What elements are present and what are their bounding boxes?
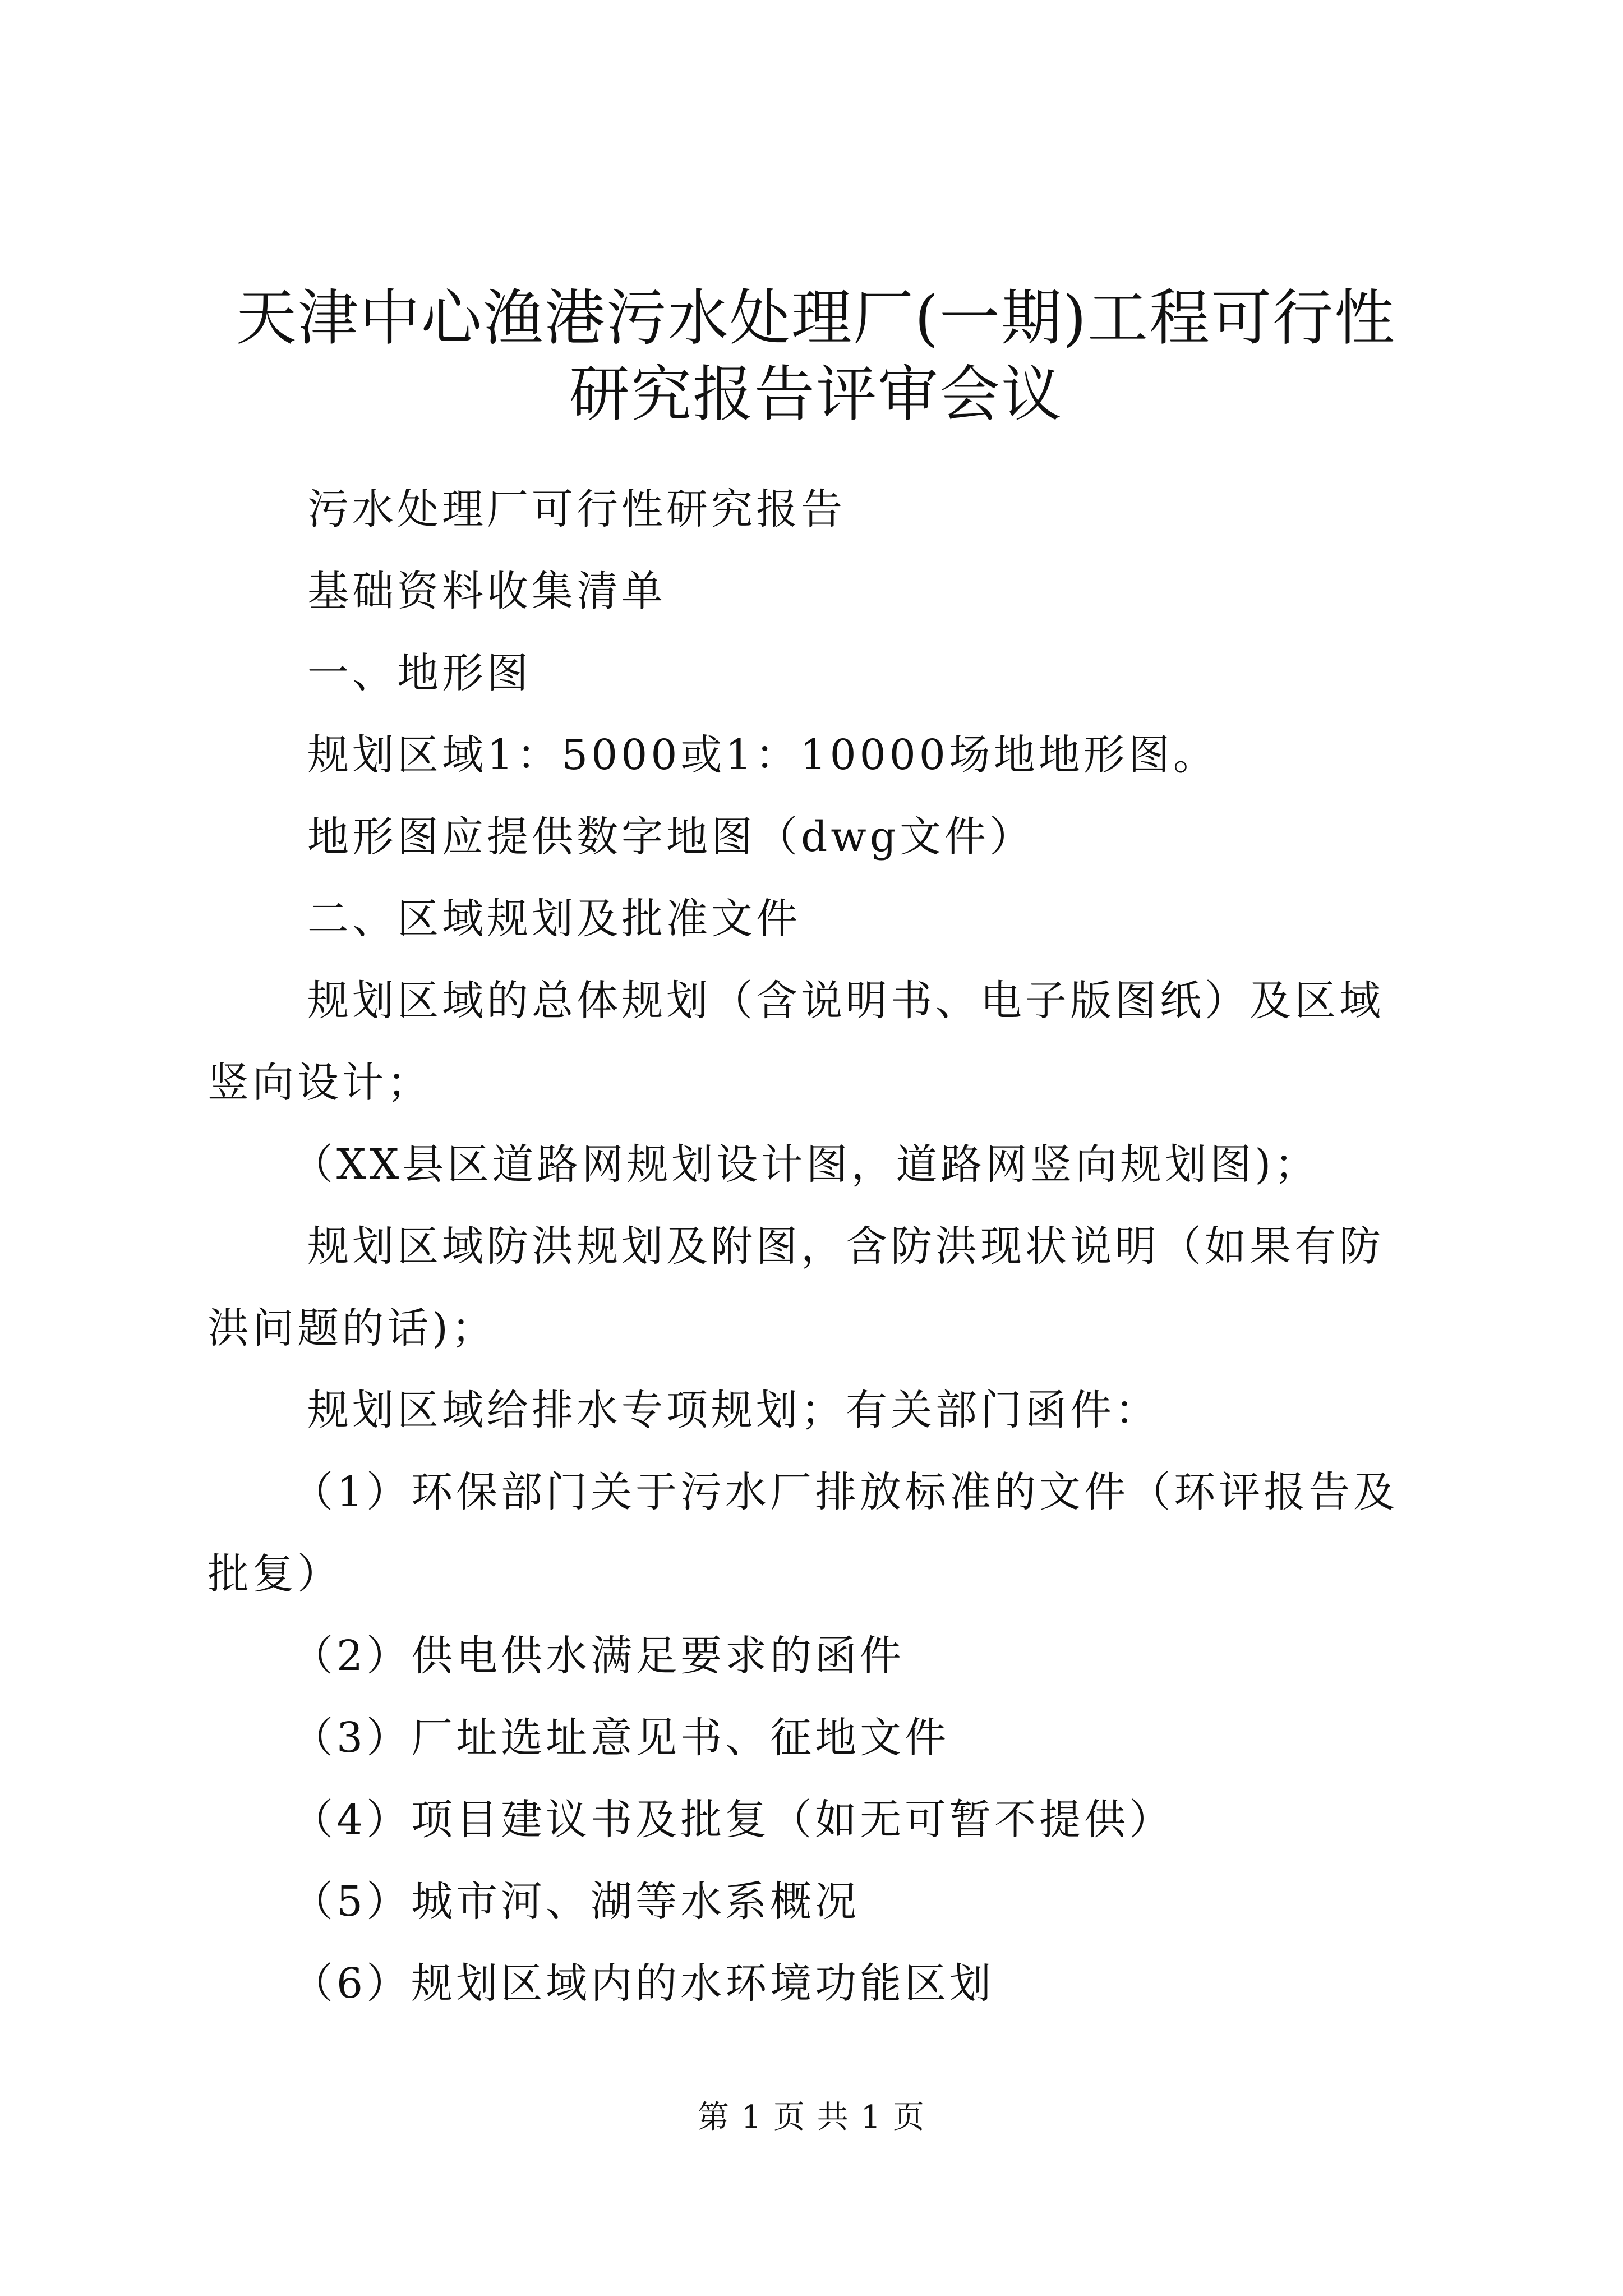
document-body bbox=[208, 468, 1424, 2024]
paragraph: 地形图应提供数字地图（dwg文件） bbox=[307, 813, 1035, 861]
page-footer: 第 1 页 共 1 页 bbox=[697, 2099, 926, 2136]
list-item: （1）环保部门关于污水厂排放标准的文件（环评报告及批复） bbox=[208, 1468, 1399, 1598]
paragraph: 污水处理厂可行性研究报告 bbox=[307, 485, 846, 533]
list-item: （4）项目建议书及批复（如无可暂不提供） bbox=[292, 1796, 1174, 1844]
paragraph: （XX县区道路网规划设计图，道路网竖向规划图)； bbox=[292, 1140, 1320, 1189]
list-item: （5）城市河、湖等水系概况 bbox=[292, 1878, 860, 1926]
paragraph: 规划区域给排水专项规划；有关部门函件： bbox=[307, 1386, 1160, 1434]
section-heading: 二、区域规划及批准文件 bbox=[307, 895, 801, 943]
paragraph: 基础资料收集清单 bbox=[307, 567, 666, 615]
paragraph: 规划区域的总体规划（含说明书、电子版图纸）及区域竖向设计； bbox=[208, 977, 1384, 1107]
list-item: （6）规划区域内的水环境功能区划 bbox=[292, 1959, 995, 2008]
document-title: 天津中心渔港污水处理厂(一期)工程可行性研究报告评审会议 bbox=[236, 283, 1396, 430]
section-heading: 一、地形图 bbox=[307, 649, 532, 697]
list-item: （2）供电供水满足要求的函件 bbox=[292, 1632, 905, 1680]
paragraph: 规划区域1：5000或1：10000场地地形图。 bbox=[307, 731, 1218, 779]
list-item: （3）厂址选址意见书、征地文件 bbox=[292, 1714, 950, 1762]
paragraph: 规划区域防洪规划及附图，含防洪现状说明（如果有防洪问题的话)； bbox=[208, 1222, 1384, 1352]
